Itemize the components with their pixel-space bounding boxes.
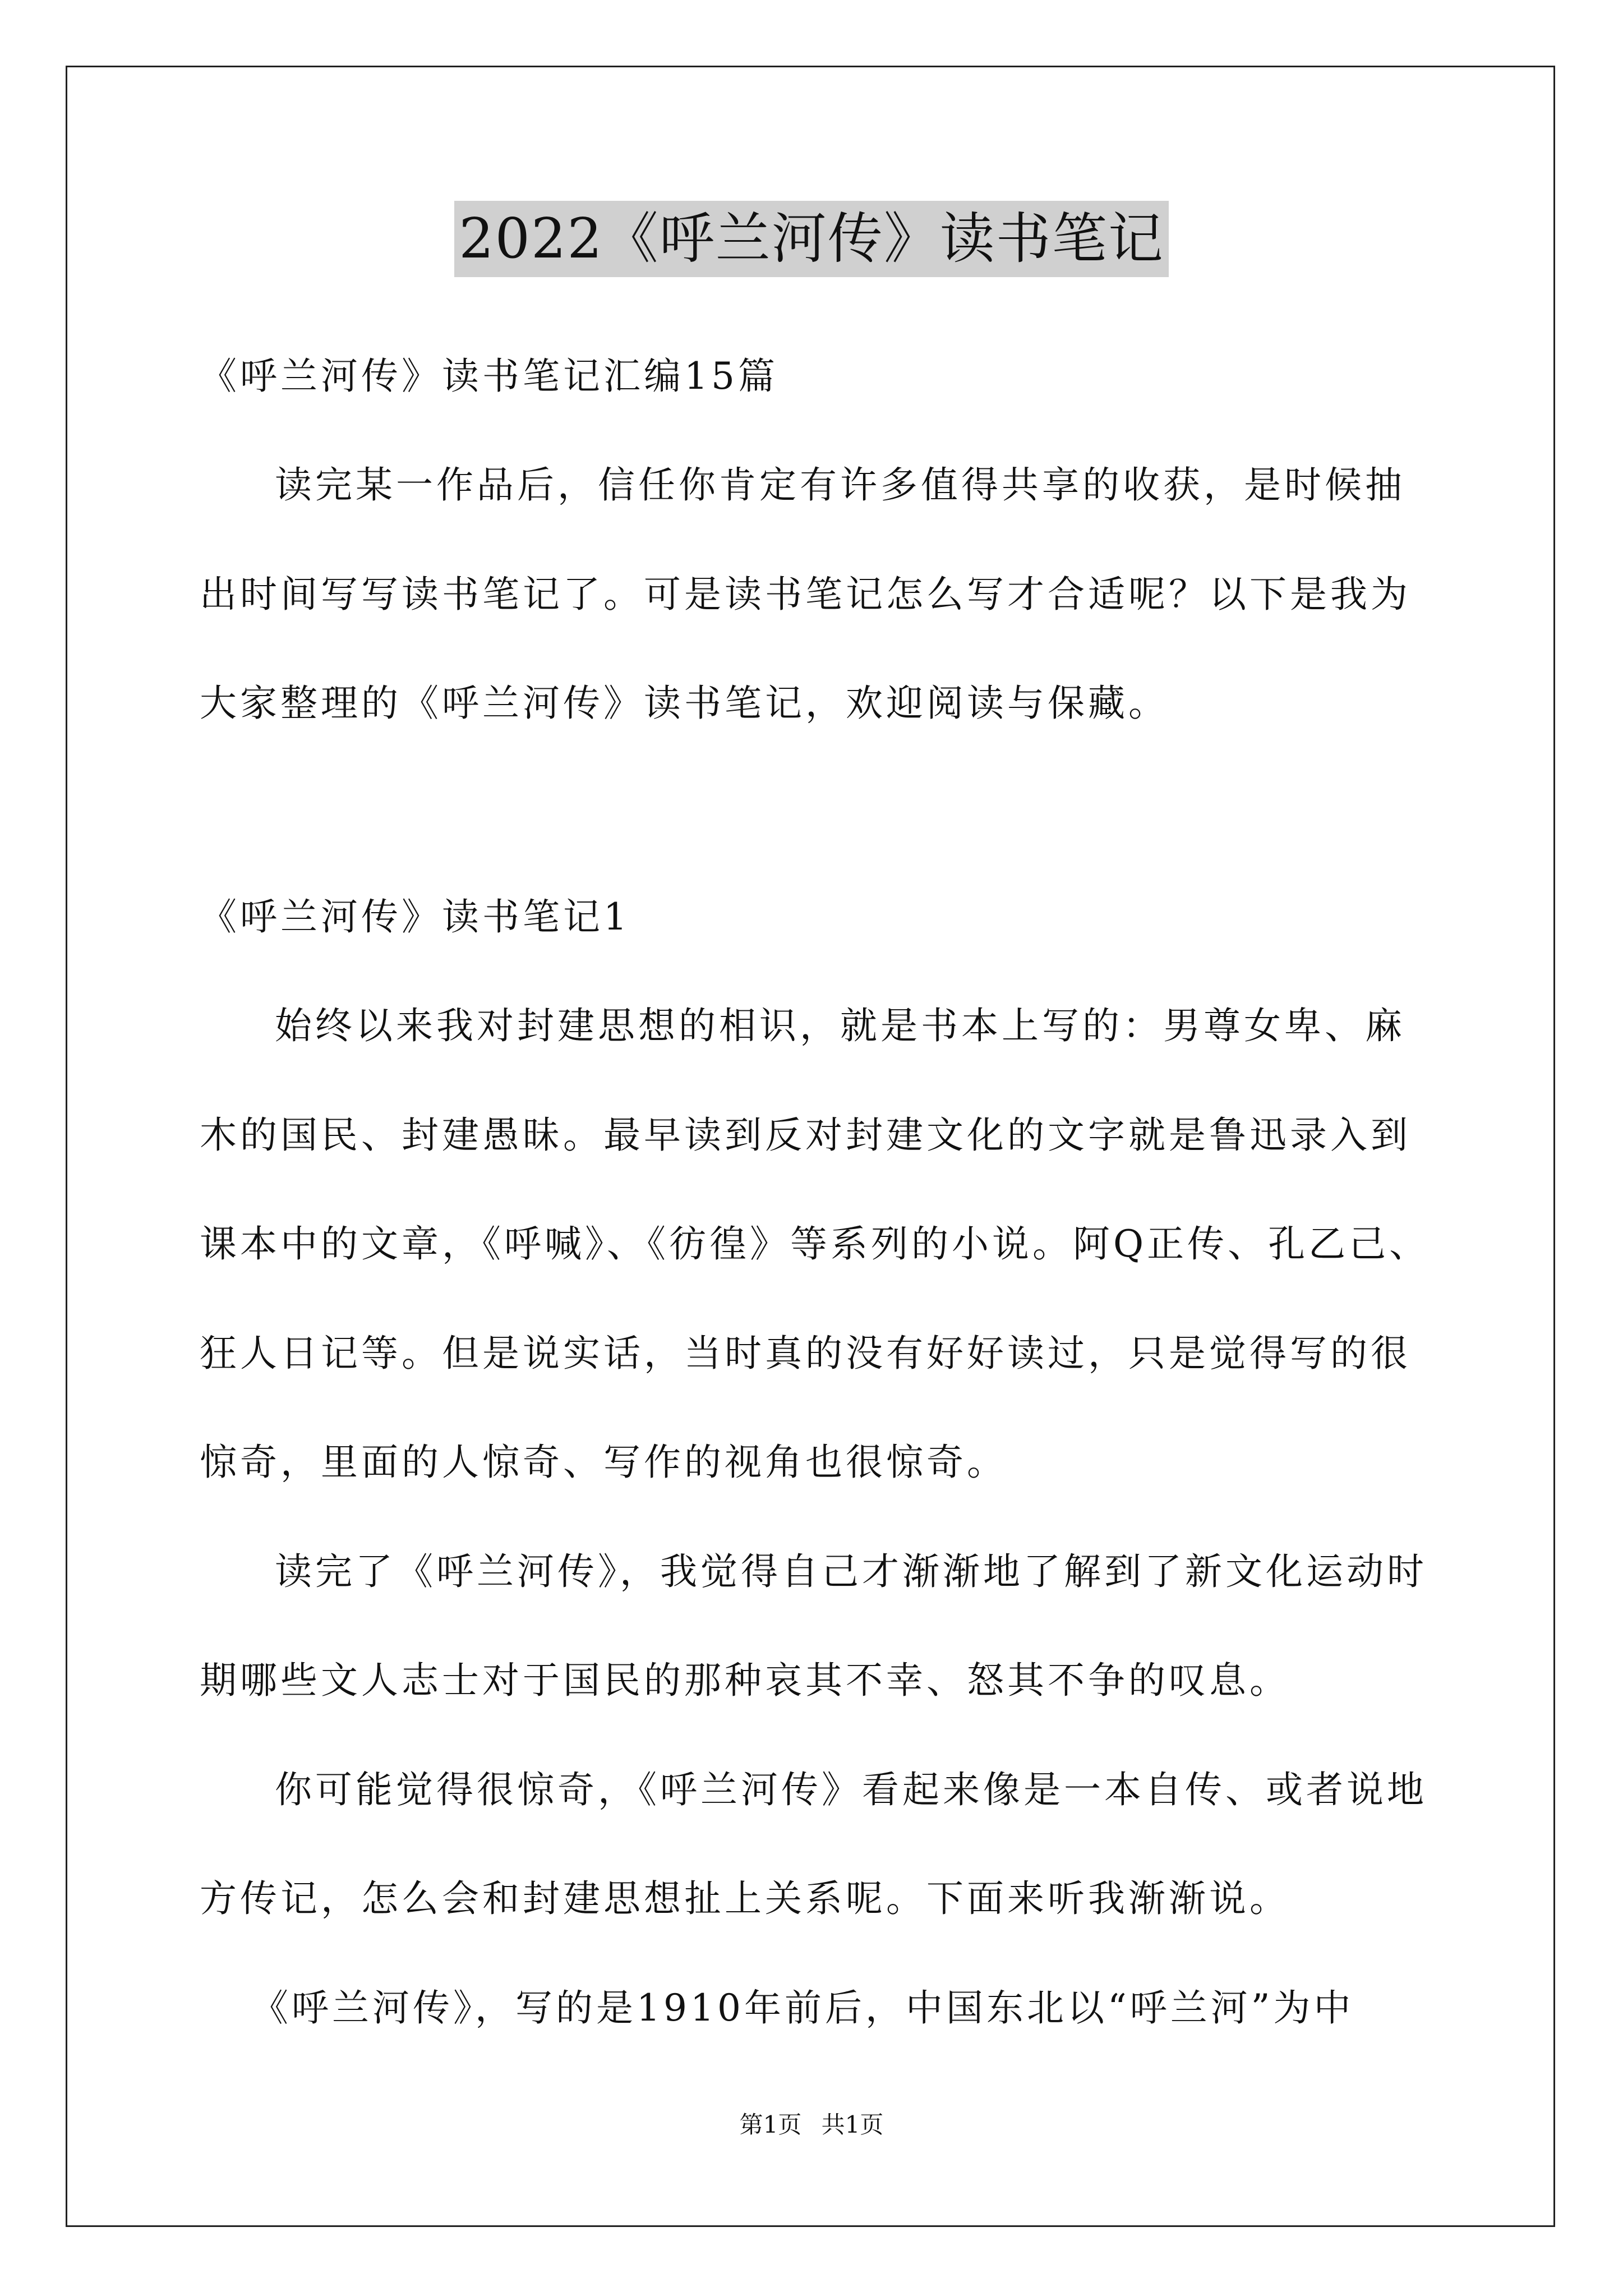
body-line-5: 惊奇，里面的人惊奇、写作的视角也很惊奇。 [200, 1441, 1007, 1484]
document-title: 2022《呼兰河传》读书笔记 [454, 201, 1168, 277]
body-line-9: 方传记，怎么会和封建思想扯上关系呢。下面来听我渐渐说。 [200, 1877, 1290, 1920]
body-line-3: 课本中的文章，《呼喊》、《彷徨》等系列的小说。阿Q正传、孔乙己、 [200, 1222, 1430, 1266]
intro-line-2: 出时间写写读书笔记了。可是读书笔记怎么写才合适呢？以下是我为 [200, 573, 1411, 616]
section-heading: 《呼兰河传》读书笔记1 [200, 895, 630, 938]
intro-line-1: 读完某一作品后，信任你肯定有许多值得共享的收获，是时候抽 [275, 463, 1405, 507]
body-line-2: 木的国民、封建愚昧。最早读到反对封建文化的文字就是鲁迅录入到 [200, 1114, 1411, 1157]
body-line-10: 《呼兰河传》，写的是1910年前后，中国东北以“呼兰河”为中 [251, 1986, 1354, 2030]
body-line-4: 狂人日记等。但是说实话，当时真的没有好好读过，只是觉得写的很 [200, 1332, 1411, 1375]
body-line-6: 读完了《呼兰河传》，我觉得自己才渐渐地了解到了新文化运动时 [275, 1550, 1427, 1593]
body-line-7: 期哪些文人志士对于国民的那种哀其不幸、怒其不争的叹息。 [200, 1659, 1290, 1702]
title-container [0, 201, 1623, 277]
page-footer: 第1页 共1页 [739, 2111, 884, 2138]
body-line-8: 你可能觉得很惊奇，《呼兰河传》看起来像是一本自传、或者说地 [275, 1768, 1427, 1811]
intro-line-3: 大家整理的《呼兰河传》读书笔记，欢迎阅读与保藏。 [200, 682, 1169, 725]
document-subtitle: 《呼兰河传》读书笔记汇编15篇 [200, 355, 778, 398]
body-line-1: 始终以来我对封建思想的相识，就是书本上写的：男尊女卑、麻 [275, 1004, 1405, 1047]
